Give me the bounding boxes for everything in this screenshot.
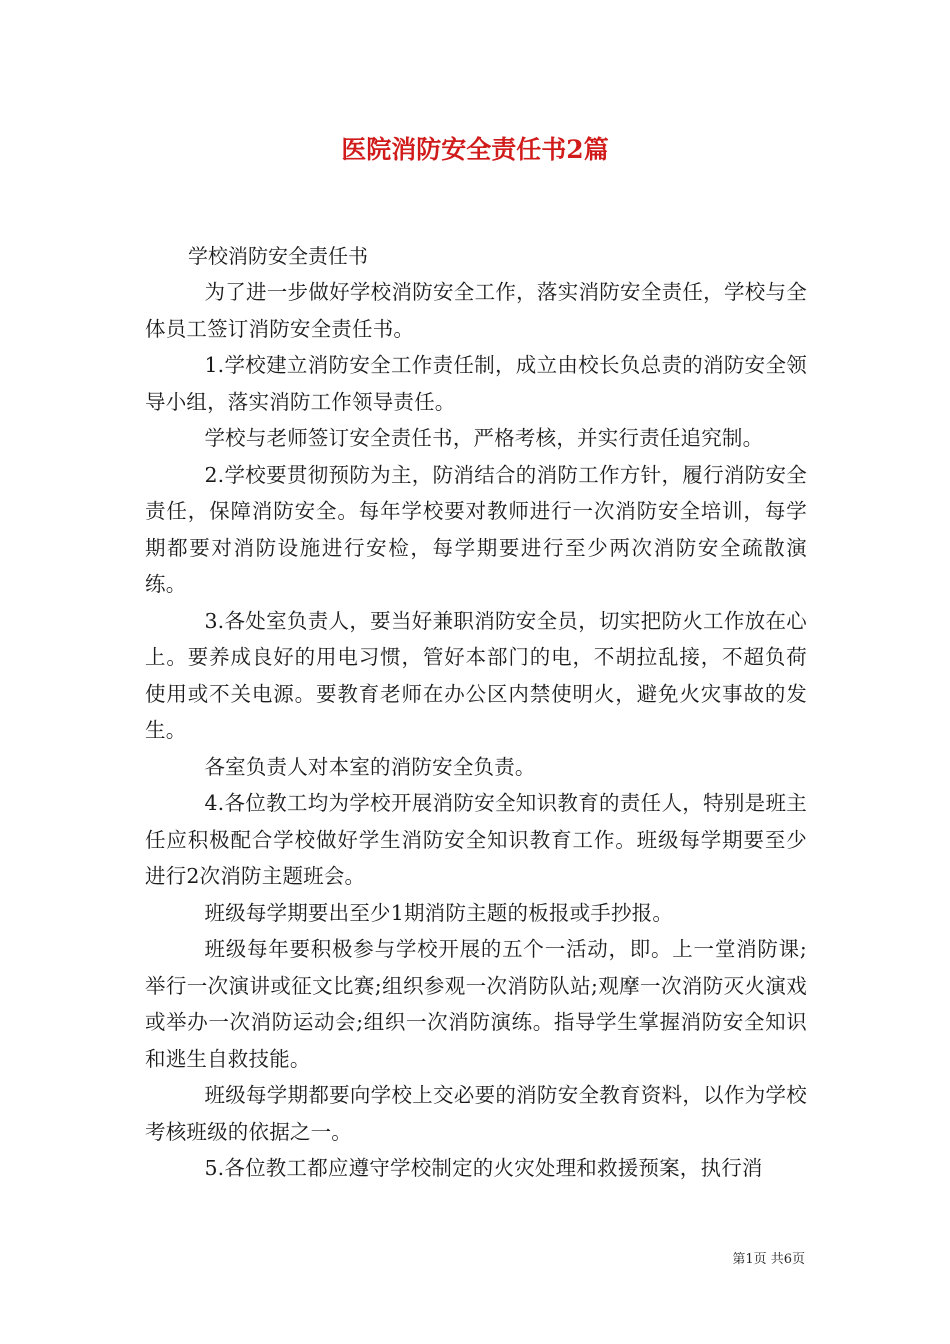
paragraph: 班级每年要积极参与学校开展的五个一活动，即。上一堂消防课;举行一次演讲或征文比赛;组织参观一次消防队站;观摩一次消防灭火演戏或举办一次消防运动会;组织一次消防演练。指导学生掌握消防安全知识和逃生自救技能。 bbox=[145, 937, 807, 1071]
paragraph: 班级每学期都要向学校上交必要的消防安全教育资料，以作为学校考核班级的依据之一。 bbox=[145, 1083, 807, 1144]
paragraph: 班级每学期要出至少1期消防主题的板报或手抄报。 bbox=[204, 900, 674, 925]
paragraph: 2.学校要贯彻预防为主，防消结合的消防工作方针，履行消防安全责任，保障消防安全。每年学校要对教师进行一次消防安全培训，每学期都要对消防设施进行安检，每学期要进行至少两次消防安全疏散演练。 bbox=[145, 462, 807, 596]
paragraph: 各室负责人对本室的消防安全负责。 bbox=[204, 754, 536, 779]
page-footer: 第1页 共6页 bbox=[732, 1252, 805, 1267]
paragraph: 3.各处室负责人，要当好兼职消防安全员，切实把防火工作放在心上。要养成良好的用电习惯，管好本部门的电，不胡拉乱接，不超负荷使用或不关电源。要教育老师在办公区内禁使明火，避免火灾事故的发生。 bbox=[145, 608, 807, 742]
document-body bbox=[145, 238, 807, 1187]
paragraph: 4.各位教工均为学校开展消防安全知识教育的责任人，特别是班主任应积极配合学校做好学生消防安全知识教育工作。班级每学期要至少进行2次消防主题班会。 bbox=[145, 791, 807, 888]
page-title: 医院消防安全责任书2篇 bbox=[341, 135, 609, 164]
paragraph: 为了进一步做好学校消防安全工作，落实消防安全责任，学校与全体员工签订消防安全责任书。 bbox=[145, 280, 807, 341]
paragraph: 1.学校建立消防安全工作责任制，成立由校长负总责的消防安全领导小组，落实消防工作领导责任。 bbox=[145, 353, 807, 414]
paragraph: 学校与老师签订安全责任书，严格考核，并实行责任追究制。 bbox=[204, 426, 764, 450]
section-heading: 学校消防安全责任书 bbox=[188, 244, 368, 268]
paragraph: 5.各位教工都应遵守学校制定的火灾处理和救援预案，执行消 bbox=[204, 1156, 763, 1180]
